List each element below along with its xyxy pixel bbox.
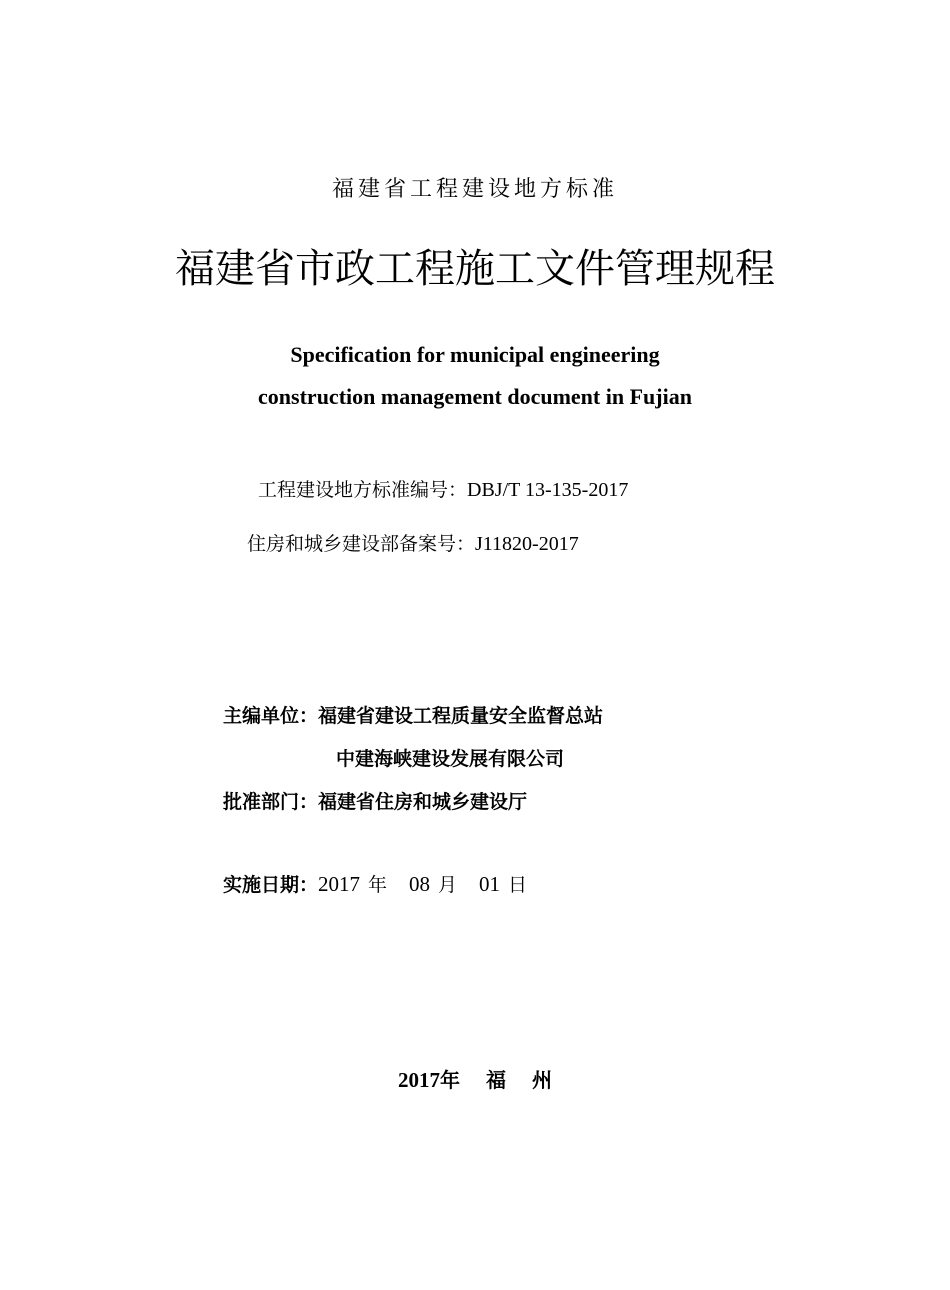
chief-editor-value-1: 福建省建设工程质量安全监督总站 [318,705,604,727]
standard-code-value: DBJ/T 13-135-2017 [467,479,629,501]
chief-editor-row-2 [336,745,564,773]
implementation-date-label: 实施日期： [223,874,319,896]
implementation-date-year: 2017 [318,872,361,896]
standard-code-line [258,476,628,504]
implementation-date-year-unit: 年 [368,874,388,896]
record-code-value: J11820-2017 [475,533,579,555]
footer-year-unit: 年 [440,1068,460,1092]
main-title: 福建省市政工程施工文件管理规程 [175,246,775,292]
implementation-date-day-unit: 日 [508,874,528,896]
chief-editor-label: 主编单位： [223,705,319,727]
chief-editor-row [223,702,603,730]
record-code-line [247,530,579,558]
english-title-line1: Specification for municipal engineering [290,342,660,367]
footer-year: 2017 [398,1068,440,1092]
english-title-line2: construction management document in Fujian [258,384,692,409]
implementation-date-row [223,870,527,899]
series-title: 福建省工程建设地方标准 [331,177,618,202]
approval-department-value: 福建省住房和城乡建设厅 [318,791,528,813]
footer-city-char-1: 福 [486,1068,506,1092]
standard-code-label: 工程建设地方标准编号： [258,479,468,501]
implementation-date-month-unit: 月 [438,874,458,896]
footer-line [0,1066,950,1094]
approval-department-row [223,788,527,816]
record-code-label: 住房和城乡建设部备案号： [247,533,476,555]
footer-city-char-2: 州 [532,1068,552,1092]
implementation-date-day: 01 [479,872,501,896]
implementation-date-month: 08 [409,872,431,896]
chief-editor-value-2: 中建海峡建设发展有限公司 [336,748,565,770]
approval-department-label: 批准部门： [223,791,319,813]
